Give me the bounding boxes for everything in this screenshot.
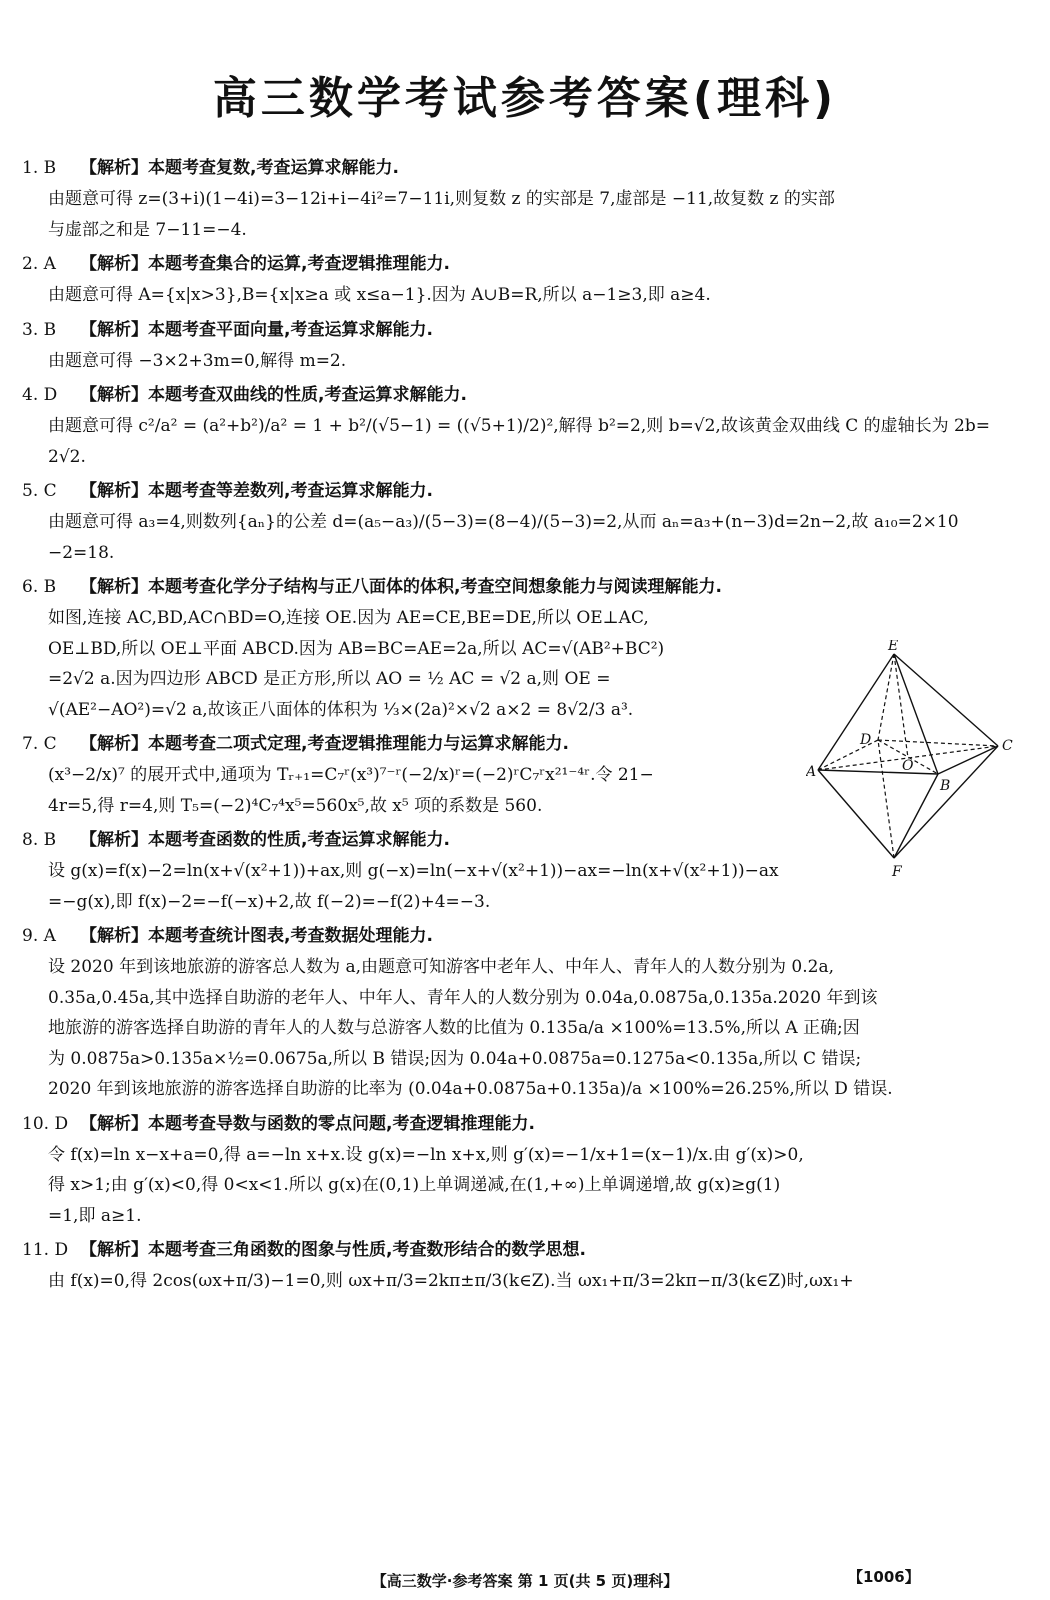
question-description: 本题考查平面向量,考查运算求解能力. xyxy=(148,319,433,340)
question-number: 1. B xyxy=(22,158,57,178)
analysis-tag: 【解析】 xyxy=(80,158,148,178)
question-1 xyxy=(22,156,1022,245)
question-4 xyxy=(22,383,1022,472)
vertex-label-d: D xyxy=(860,732,872,748)
solution-line: 由题意可得 −3×2+3m=0,解得 m=2. xyxy=(48,350,347,371)
solution-line: OE⊥BD,所以 OE⊥平面 ABCD.因为 AB=BC=AE=2a,所以 AC=√(AB²+BC²) xyxy=(48,638,665,659)
solution-line: =−g(x),即 f(x)−2=−f(−x)+2,故 f(−2)=−f(2)+4=−3. xyxy=(48,891,491,912)
solution-line: (x³−2/x)⁷ 的展开式中,通项为 Tᵣ₊₁=C₇ʳ(x³)⁷⁻ʳ(−2/x)ʳ=(−2)ʳC₇ʳx²¹⁻⁴ʳ.令 21− xyxy=(48,765,654,785)
analysis-tag: 【解析】 xyxy=(80,385,148,405)
question-10 xyxy=(22,1112,1022,1232)
analysis-tag: 【解析】 xyxy=(80,481,148,501)
question-number: 11. D xyxy=(22,1240,69,1260)
question-number: 4. D xyxy=(22,385,58,405)
question-number: 6. B xyxy=(22,577,57,597)
solution-line: 地旅游的游客选择自助游的青年人的人数与总游客人数的比值为 0.135a/a ×100%=13.5%,所以 A 正确;因 xyxy=(48,1018,860,1038)
question-description: 本题考查三角函数的图象与性质,考查数形结合的数学思想. xyxy=(148,1240,586,1260)
question-3 xyxy=(22,318,1022,377)
solution-line: 由 f(x)=0,得 2cos(ωx+π/3)−1=0,则 ωx+π/3=2kπ±π/3(k∈Z).当 ωx₁+π/3=2kπ−π/3(k∈Z)时,ωx₁+ xyxy=(48,1271,854,1291)
vertex-label-c: C xyxy=(1002,738,1013,754)
octahedron-figure xyxy=(806,640,1021,890)
question-description: 本题考查双曲线的性质,考查运算求解能力. xyxy=(148,385,467,405)
solution-line: 0.35a,0.45a,其中选择自助游的老年人、中年人、青年人的人数分别为 0.04a,0.0875a,0.135a.2020 年到该 xyxy=(48,987,878,1008)
question-description: 本题考查函数的性质,考查运算求解能力. xyxy=(148,830,450,850)
solution-line: √(AE²−AO²)=√2 a,故该正八面体的体积为 ⅓×(2a)²×√2 a×2 = 8√2/3 a³. xyxy=(48,699,634,720)
question-2 xyxy=(22,252,1022,311)
solution-line: 与虚部之和是 7−11=−4. xyxy=(48,219,247,240)
question-description: 本题考查等差数列,考查运算求解能力. xyxy=(148,481,433,501)
question-description: 本题考查导数与函数的零点问题,考查逻辑推理能力. xyxy=(148,1113,535,1134)
question-9 xyxy=(22,924,1022,1105)
page-title: 高三数学考试参考答案(理科) xyxy=(212,73,838,124)
solution-line: 2√2. xyxy=(48,446,86,467)
solution-line: 由题意可得 a₃=4,则数列{aₙ}的公差 d=(a₅−a₃)/(5−3)=(8−4)/(5−3)=2,从而 aₙ=a₃+(n−3)d=2n−2,故 a₁₀=2×10 xyxy=(48,512,959,532)
solution-line: 得 x>1;由 g′(x)<0,得 0<x<1.所以 g(x)在(0,1)上单调递减,在(1,+∞)上单调递增,故 g(x)≥g(1) xyxy=(48,1175,781,1195)
vertex-label-a: A xyxy=(806,764,817,780)
analysis-tag: 【解析】 xyxy=(80,1113,148,1134)
question-number: 7. C xyxy=(22,734,57,754)
solution-line: 令 f(x)=ln x−x+a=0,得 a=−ln x+x.设 g(x)=−ln x+x,则 g′(x)=−1/x+1=(x−1)/x.由 g′(x)>0, xyxy=(48,1144,804,1165)
vertex-label-o: O xyxy=(902,758,914,774)
question-number: 2. A xyxy=(22,254,56,274)
solution-line: 4r=5,得 r=4,则 T₅=(−2)⁴C₇⁴x⁵=560x⁵,故 x⁵ 项的系数是 560. xyxy=(48,795,543,816)
question-11 xyxy=(22,1238,1022,1297)
solution-line: =1,即 a≥1. xyxy=(48,1205,142,1226)
analysis-tag: 【解析】 xyxy=(80,254,148,274)
vertex-label-e: E xyxy=(888,640,899,654)
question-number: 9. A xyxy=(22,926,56,946)
question-description: 本题考查二项式定理,考查逻辑推理能力与运算求解能力. xyxy=(148,734,569,754)
solution-line: 为 0.0875a>0.135a×½=0.0675a,所以 B 错误;因为 0.04a+0.0875a=0.1275a<0.135a,所以 C 错误; xyxy=(48,1048,862,1069)
analysis-tag: 【解析】 xyxy=(80,926,148,946)
solution-line: 设 g(x)=f(x)−2=ln(x+√(x²+1))+ax,则 g(−x)=ln(−x+√(x²+1))−ax=−ln(x+√(x²+1))−ax xyxy=(48,861,779,881)
question-description: 本题考查集合的运算,考查逻辑推理能力. xyxy=(148,254,450,274)
question-description: 本题考查复数,考查运算求解能力. xyxy=(148,158,399,178)
solution-line: 由题意可得 A={x|x>3},B={x|x≥a 或 x≤a−1}.因为 A∪B=R,所以 a−1≥3,即 a≥4. xyxy=(48,285,711,305)
page-footer: 【高三数学·参考答案 第 1 页(共 5 页)理科】 xyxy=(371,1572,679,1590)
analysis-tag: 【解析】 xyxy=(80,577,148,597)
analysis-tag: 【解析】 xyxy=(80,830,148,850)
question-description: 本题考查化学分子结构与正八面体的体积,考查空间想象能力与阅读理解能力. xyxy=(148,577,722,597)
question-description: 本题考查统计图表,考查数据处理能力. xyxy=(148,926,433,946)
document-code: 【1006】 xyxy=(848,1568,920,1586)
question-number: 3. B xyxy=(22,319,57,340)
solution-line: 由题意可得 z=(3+i)(1−4i)=3−12i+i−4i²=7−11i,则复数 z 的实部是 7,虚部是 −11,故复数 z 的实部 xyxy=(48,189,835,209)
question-5 xyxy=(22,479,1022,568)
solution-line: 由题意可得 c²/a² = (a²+b²)/a² = 1 + b²/(√5−1) = ((√5+1)/2)²,解得 b²=2,则 b=√2,故该黄金双曲线 C 的虚轴长为 2b= xyxy=(48,416,990,436)
question-number: 8. B xyxy=(22,830,57,850)
solution-line: −2=18. xyxy=(48,542,115,563)
solution-line: 设 2020 年到该地旅游的游客总人数为 a,由题意可知游客中老年人、中年人、青年人的人数分别为 0.2a, xyxy=(48,957,834,977)
analysis-tag: 【解析】 xyxy=(80,734,148,754)
analysis-tag: 【解析】 xyxy=(80,1240,148,1260)
vertex-label-b: B xyxy=(940,778,951,794)
solution-line: 如图,连接 AC,BD,AC∩BD=O,连接 OE.因为 AE=CE,BE=DE,所以 OE⊥AC, xyxy=(48,608,649,628)
question-number: 10. D xyxy=(22,1113,69,1134)
solution-line: 2020 年到该地旅游的游客选择自助游的比率为 (0.04a+0.0875a+0.135a)/a ×100%=26.25%,所以 D 错误. xyxy=(48,1079,893,1099)
vertex-label-f: F xyxy=(892,864,902,880)
solution-line: =2√2 a.因为四边形 ABCD 是正方形,所以 AO = ½ AC = √2 a,则 OE = xyxy=(48,669,611,689)
question-number: 5. C xyxy=(22,481,57,501)
analysis-tag: 【解析】 xyxy=(80,319,148,340)
